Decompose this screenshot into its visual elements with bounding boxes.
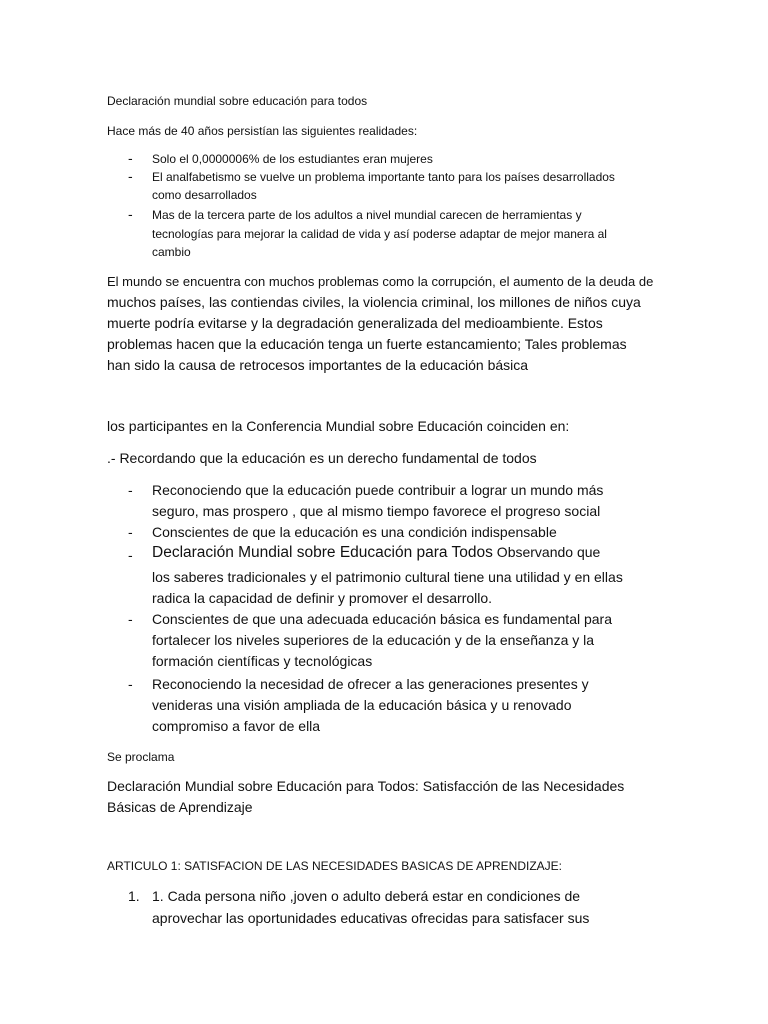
intro-line: Hace más de 40 años persistían las siguientes realidades: <box>107 124 418 138</box>
para1-line: problemas hacen que la educación tenga un fuerte estancamiento; Tales problemas <box>107 336 627 352</box>
bullet-dash: - <box>128 524 133 540</box>
para1-line: muchos países, las contiendas civiles, la violencia criminal, los millones de niños cuya <box>107 294 641 310</box>
bullet-dash: - <box>128 168 133 184</box>
se-proclama: Se proclama <box>107 750 175 764</box>
list2-item3-line <box>152 544 600 562</box>
list2-item2-line: Conscientes de que la educación es una condición indispensable <box>152 524 557 540</box>
bullet2-line: El analfabetismo se vuelve un problema importante tanto para los países desarrollados <box>152 170 615 184</box>
list2-item5-line: compromiso a favor de ella <box>152 718 321 734</box>
observando-text: Observando que <box>492 544 601 560</box>
bullet2-line: como desarrollados <box>152 188 257 202</box>
numbered-line: 1. Cada persona niño ,joven o adulto deberá estar en condiciones de <box>152 888 581 904</box>
list2-item5-line: Reconociendo la necesidad de ofrecer a las generaciones presentes y <box>152 676 589 692</box>
list2-item5-line: venideras una visión ampliada de la educación básica y u renovado <box>152 697 572 713</box>
declaration-heading: Declaración Mundial sobre Educación para Todos <box>152 544 493 561</box>
numbered-line: aprovechar las oportunidades educativas ofrecidas para satisfacer sus <box>152 910 590 926</box>
article1-heading: ARTICULO 1: SATISFACION DE LAS NECESIDADES BASICAS DE APRENDIZAJE: <box>107 859 563 873</box>
bullet-dash: - <box>128 206 133 222</box>
para1-line: han sido la causa de retrocesos importantes de la educación básica <box>107 357 529 373</box>
list2-item4-line: formación científicas y tecnológicas <box>152 653 373 669</box>
recordando-line: .- Recordando que la educación es un derecho fundamental de todos <box>107 450 537 466</box>
list2-item1-line: seguro, mas prospero , que al mismo tiempo favorece el progreso social <box>152 503 601 519</box>
bullet-dash: - <box>128 676 133 692</box>
bullet3-line: tecnologías para mejorar la calidad de vida y así poderse adaptar de mejor manera al <box>152 227 607 241</box>
list2-item3-line: los saberes tradicionales y el patrimonio cultural tiene una utilidad y en ellas <box>152 569 623 585</box>
bullet1-line: Solo el 0,0000006% de los estudiantes eran mujeres <box>152 152 433 166</box>
para1-line: El mundo se encuentra con muchos problemas como la corrupción, el aumento de la deuda de <box>107 274 654 289</box>
bullet-dash: - <box>128 611 133 627</box>
bullet-dash: - <box>128 547 133 563</box>
bullet3-line: cambio <box>152 245 191 259</box>
bullet-dash: - <box>128 150 133 166</box>
numbered-marker: 1. <box>128 888 140 904</box>
bullet3-line: Mas de la tercera parte de los adultos a nivel mundial carecen de herramientas y <box>152 208 582 222</box>
list2-item3-line: radica la capacidad de definir y promover el desarrollo. <box>152 590 493 606</box>
list2-item4-line: fortalecer los niveles superiores de la educación y de la enseñanza y la <box>152 632 595 648</box>
para1-line: muerte podría evitarse y la degradación generalizada del medioambiente. Estos <box>107 315 603 331</box>
bullet-dash: - <box>128 482 133 498</box>
list2-item4-line: Conscientes de que una adecuada educación básica es fundamental para <box>152 611 612 627</box>
participants-line: los participantes en la Conferencia Mundial sobre Educación coinciden en: <box>107 418 570 434</box>
list2-item1-line: Reconociendo que la educación puede contribuir a lograr un mundo más <box>152 482 604 498</box>
declaration-line: Básicas de Aprendizaje <box>107 799 253 815</box>
doc-title: Declaración mundial sobre educación para todos <box>107 94 368 108</box>
declaration-line: Declaración Mundial sobre Educación para Todos: Satisfacción de las Necesidades <box>107 778 625 794</box>
